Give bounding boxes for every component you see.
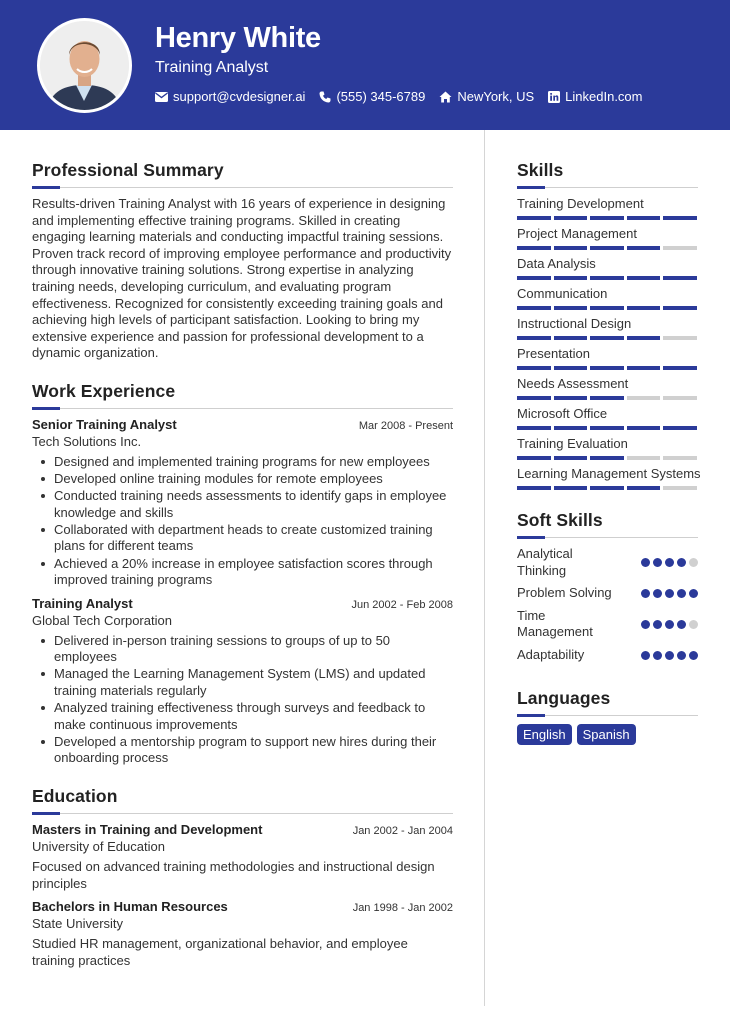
skill-level-segment	[663, 366, 697, 370]
contact-bar	[155, 89, 643, 104]
skill-level-bar	[517, 366, 698, 370]
rating-dot	[641, 589, 650, 598]
summary-heading: Professional Summary	[32, 160, 224, 180]
job-role: Senior Training Analyst	[32, 416, 177, 432]
skill-name: Learning Management Systems	[517, 466, 701, 481]
skill-name: Data Analysis	[517, 256, 596, 271]
degree-dates: Jan 1998 - Jan 2002	[352, 902, 453, 915]
skill-item	[517, 436, 698, 460]
skill-level-segment	[590, 366, 624, 370]
skill-item	[517, 226, 698, 250]
rating-dot	[653, 558, 662, 567]
skill-level-segment	[517, 276, 551, 280]
skill-level-segment	[627, 246, 661, 250]
rating-dot	[677, 620, 686, 629]
skill-level-segment	[554, 306, 588, 310]
skill-level-segment	[663, 396, 697, 400]
skill-level-segment	[554, 366, 588, 370]
skill-level-bar	[517, 486, 698, 490]
skill-level-segment	[554, 216, 588, 220]
soft-skills-list	[517, 546, 698, 664]
skill-level-segment	[554, 486, 588, 490]
skill-level-segment	[663, 216, 697, 220]
soft-skills-heading: Soft Skills	[517, 510, 603, 530]
skill-level-segment	[517, 336, 551, 340]
skill-level-segment	[590, 486, 624, 490]
contact-phone[interactable]	[319, 89, 425, 104]
soft-skill-name: Adaptability	[517, 646, 585, 662]
soft-skill-item	[517, 608, 698, 641]
skill-level-bar	[517, 246, 698, 250]
soft-skill-item	[517, 585, 698, 602]
skill-level-segment	[627, 216, 661, 220]
rating-dot	[653, 651, 662, 660]
skill-level-segment	[590, 306, 624, 310]
degree-description: Studied HR management, organizational behavior, and employee training practices	[32, 936, 408, 968]
section-rule	[517, 715, 698, 716]
contact-linkedin-text: LinkedIn.com	[565, 89, 643, 104]
skill-name: Microsoft Office	[517, 406, 608, 421]
job-dates: Mar 2008 - Present	[358, 419, 453, 432]
language-badge: Spanish	[577, 724, 636, 745]
skill-level-segment	[627, 456, 661, 460]
job-dates: Jun 2002 - Feb 2008	[351, 598, 453, 611]
section-rule	[32, 813, 453, 814]
skill-name: Presentation	[517, 346, 590, 361]
degree-description: Focused on advanced training methodologies and instructional design principles	[32, 858, 435, 891]
experience-heading: Work Experience	[32, 380, 176, 401]
skill-level-segment	[590, 216, 624, 220]
skill-level-bar	[517, 306, 698, 310]
soft-skill-rating	[641, 558, 698, 567]
languages-list	[517, 724, 698, 745]
education-heading: Education	[32, 785, 118, 806]
rating-dot	[689, 589, 698, 598]
degree-name: Masters in Training and Development	[32, 821, 263, 837]
skill-level-segment	[663, 246, 697, 250]
rating-dot	[665, 620, 674, 629]
language-badge: English	[517, 724, 572, 745]
section-rule	[32, 408, 453, 409]
soft-skill-name: Problem Solving	[517, 585, 612, 601]
skill-name: Training Evaluation	[517, 436, 628, 451]
skill-level-segment	[590, 246, 624, 250]
job-bullet: Achieved a 20% increase in employee satisfaction scores through improved training programs	[32, 556, 453, 589]
skill-item	[517, 316, 698, 340]
job-entry	[32, 596, 453, 767]
skill-level-segment	[554, 426, 588, 430]
skill-level-segment	[627, 276, 661, 280]
skill-level-bar	[517, 456, 698, 460]
job-bullet: Analyzed training effectiveness through surveys and feedback to make continuous improvements	[32, 700, 453, 733]
rating-dot	[689, 620, 698, 629]
profile-photo	[37, 18, 132, 113]
skill-name: Training Development	[517, 196, 644, 211]
home-icon	[439, 91, 452, 103]
skill-level-segment	[554, 396, 588, 400]
skill-level-segment	[517, 246, 551, 250]
skill-level-segment	[663, 456, 697, 460]
skill-level-segment	[590, 396, 624, 400]
rating-dot	[641, 558, 650, 567]
candidate-name: Henry White	[155, 22, 321, 54]
skill-level-segment	[517, 486, 551, 490]
school-name: State University	[32, 916, 124, 932]
skill-level-segment	[663, 276, 697, 280]
linkedin-icon	[548, 91, 560, 103]
skills-list	[517, 196, 701, 490]
skill-level-segment	[554, 246, 588, 250]
side-column	[517, 160, 701, 745]
rating-dot	[677, 558, 686, 567]
skills-heading: Skills	[517, 160, 564, 180]
job-company: Global Tech Corporation	[32, 612, 172, 628]
rating-dot	[641, 651, 650, 660]
skill-level-segment	[517, 216, 551, 220]
rating-dot	[653, 589, 662, 598]
skill-level-segment	[517, 306, 551, 310]
contact-linkedin[interactable]	[548, 89, 642, 104]
job-bullet: Developed a mentorship program to support new hires during their onboarding process	[32, 734, 453, 767]
soft-skill-name: Analytical Thinking	[517, 546, 573, 578]
skill-level-bar	[517, 216, 698, 220]
skill-level-bar	[517, 336, 698, 340]
job-entry	[32, 417, 453, 589]
education-entry	[32, 822, 453, 892]
soft-skill-name: Time Management	[517, 607, 593, 640]
contact-email[interactable]	[155, 89, 305, 104]
rating-dot	[689, 558, 698, 567]
rating-dot	[689, 651, 698, 660]
degree-dates: Jan 2002 - Jan 2004	[352, 824, 453, 837]
section-rule	[32, 187, 453, 188]
education-entry	[32, 899, 453, 969]
job-bullet: Delivered in-person training sessions to groups of up to 50 employees	[32, 633, 453, 666]
skill-item	[517, 256, 698, 280]
skill-level-segment	[627, 306, 661, 310]
skill-level-segment	[554, 336, 588, 340]
rating-dot	[641, 620, 650, 629]
resume-header	[0, 0, 730, 130]
skill-level-segment	[590, 456, 624, 460]
skill-level-segment	[627, 336, 661, 340]
skill-level-segment	[627, 396, 661, 400]
skill-item	[517, 286, 698, 310]
rating-dot	[653, 620, 662, 629]
skill-level-segment	[663, 336, 697, 340]
job-bullet: Managed the Learning Management System (LMS) and updated training materials regularly	[32, 666, 453, 699]
skill-item	[517, 376, 698, 400]
skill-level-bar	[517, 276, 698, 280]
skill-item	[517, 196, 698, 220]
skill-level-segment	[517, 456, 551, 460]
rating-dot	[665, 558, 674, 567]
skill-name: Project Management	[517, 226, 637, 241]
soft-skill-item	[517, 546, 698, 579]
skill-level-bar	[517, 426, 698, 430]
skill-level-segment	[517, 426, 551, 430]
skill-level-segment	[517, 366, 551, 370]
skill-item	[517, 346, 698, 370]
section-rule	[517, 537, 698, 538]
rating-dot	[677, 589, 686, 598]
job-bullets	[32, 454, 453, 589]
soft-skill-rating	[641, 620, 698, 629]
rating-dot	[665, 651, 674, 660]
skill-level-segment	[590, 336, 624, 340]
soft-skill-rating	[641, 651, 698, 660]
skill-level-segment	[554, 456, 588, 460]
languages-heading: Languages	[517, 687, 611, 708]
skill-level-segment	[627, 426, 661, 430]
contact-location-text: NewYork, US	[457, 89, 535, 104]
summary-text: Results-driven Training Analyst with 16 years of experience in designing and implementing effective training programs. Skilled in creating engaging learning materials and conducting impactful training sessions. Proven track record of improving employee performance and productivity through innovative training solutions. Strong expertise in analyzing training needs, developing curriculum, and evaluating program effectiveness. Recognized for consistently exceeding training goals and achieving high levels of participant satisfaction. Looking to bring my extensive experience and passion for professional development to a dynamic organization.	[32, 196, 452, 361]
skill-level-segment	[517, 396, 551, 400]
skill-level-segment	[554, 276, 588, 280]
skill-name: Instructional Design	[517, 316, 632, 331]
skill-name: Needs Assessment	[517, 376, 629, 391]
skill-level-segment	[590, 276, 624, 280]
skill-level-segment	[590, 426, 624, 430]
skill-level-segment	[663, 426, 697, 430]
candidate-title: Training Analyst	[155, 59, 269, 76]
contact-email-text: support@cvdesigner.ai	[173, 89, 306, 104]
skill-item	[517, 466, 701, 490]
skill-level-segment	[663, 306, 697, 310]
rating-dot	[677, 651, 686, 660]
contact-location	[439, 89, 534, 104]
phone-icon	[319, 91, 331, 103]
job-bullet: Developed online training modules for remote employees	[32, 471, 453, 488]
skill-level-bar	[517, 396, 698, 400]
rating-dot	[665, 589, 674, 598]
skill-item	[517, 406, 698, 430]
skill-level-segment	[627, 486, 661, 490]
job-role: Training Analyst	[32, 595, 133, 611]
job-bullet: Designed and implemented training programs for new employees	[32, 454, 453, 471]
column-divider	[484, 130, 485, 1006]
soft-skill-rating	[641, 589, 698, 598]
soft-skill-item	[517, 647, 698, 664]
skill-level-segment	[663, 486, 697, 490]
degree-name: Bachelors in Human Resources	[32, 899, 228, 915]
job-bullet: Conducted training needs assessments to identify gaps in employee knowledge and skills	[32, 488, 453, 521]
job-bullet: Collaborated with department heads to create customized training plans for different teams	[32, 522, 453, 555]
section-rule	[517, 187, 698, 188]
contact-phone-text: (555) 345-6789	[336, 89, 426, 104]
skill-name: Communication	[517, 286, 608, 301]
job-company: Tech Solutions Inc.	[32, 433, 142, 449]
skill-level-segment	[627, 366, 661, 370]
main-column	[32, 160, 453, 976]
job-bullets	[32, 633, 453, 767]
school-name: University of Education	[32, 838, 165, 854]
envelope-icon	[155, 92, 168, 102]
